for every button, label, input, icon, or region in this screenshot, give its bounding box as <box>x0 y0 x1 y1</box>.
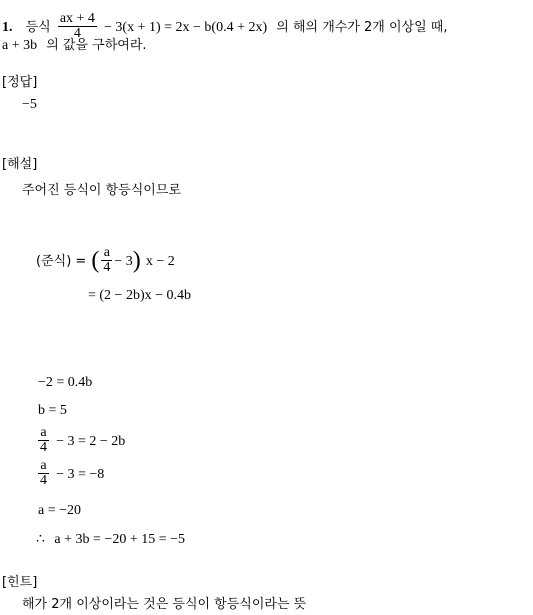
step6-equation: a + 3b = −20 + 15 = −5 <box>54 532 186 547</box>
step4-tail: − 3 = −8 <box>56 467 105 482</box>
problem-line2-math: a + 3b <box>2 38 38 53</box>
solution-step-4 <box>36 459 104 488</box>
eq1-numerator: a <box>101 246 112 261</box>
step3-fraction <box>38 426 49 455</box>
problem-line-2 <box>2 36 147 53</box>
solution-step-1: −2 = 0.4b <box>38 375 93 390</box>
answer-label: [정답] <box>2 75 38 90</box>
step4-numerator: a <box>38 459 49 474</box>
problem-line2-tail: 의 값을 구하여라. <box>46 38 147 53</box>
solution-step-5: a = −20 <box>38 503 82 518</box>
step3-denominator: 4 <box>40 440 47 455</box>
fraction-denominator: 4 <box>73 26 81 41</box>
hint-text: 해가 2개 이상이라는 것은 등식이 항등식이라는 뜻 <box>22 597 307 612</box>
eq1-denominator: 4 <box>103 260 111 275</box>
therefore-symbol: ∴ <box>36 532 45 547</box>
eq1-inner-tail: − 3 <box>114 254 133 269</box>
solution-label: [해설] <box>2 157 38 172</box>
problem-number: 1. <box>2 20 13 35</box>
step4-denominator: 4 <box>40 473 47 488</box>
step3-numerator: a <box>38 426 49 441</box>
fraction-numerator: ax + 4 <box>59 11 95 26</box>
solution-eq2: = (2 − 2b)x − 0.4b <box>88 288 192 303</box>
close-paren: ) <box>132 247 141 274</box>
eq1-tail: x − 2 <box>145 254 175 269</box>
problem-equation: − 3(x + 1) = 2x − b(0.4 + 2x) <box>104 20 268 35</box>
step4-fraction <box>38 459 49 488</box>
hint-label: [힌트] <box>2 575 38 590</box>
solution-eq1 <box>36 246 175 275</box>
solution-intro: 주어진 등식이 항등식이므로 <box>22 183 181 198</box>
open-paren: ( <box>91 247 100 274</box>
problem-prefix: 등식 <box>25 20 51 35</box>
solution-step-2: b = 5 <box>38 403 67 418</box>
step3-tail: − 3 = 2 − 2b <box>56 434 126 449</box>
eq1-fraction <box>101 246 112 275</box>
solution-step-3 <box>36 426 125 455</box>
solution-step-6 <box>36 533 185 547</box>
eq1-left: (준식) = <box>36 254 87 269</box>
problem-line1-tail: 의 해의 개수가 2개 이상일 때, <box>276 20 448 35</box>
answer-value: −5 <box>22 97 37 112</box>
